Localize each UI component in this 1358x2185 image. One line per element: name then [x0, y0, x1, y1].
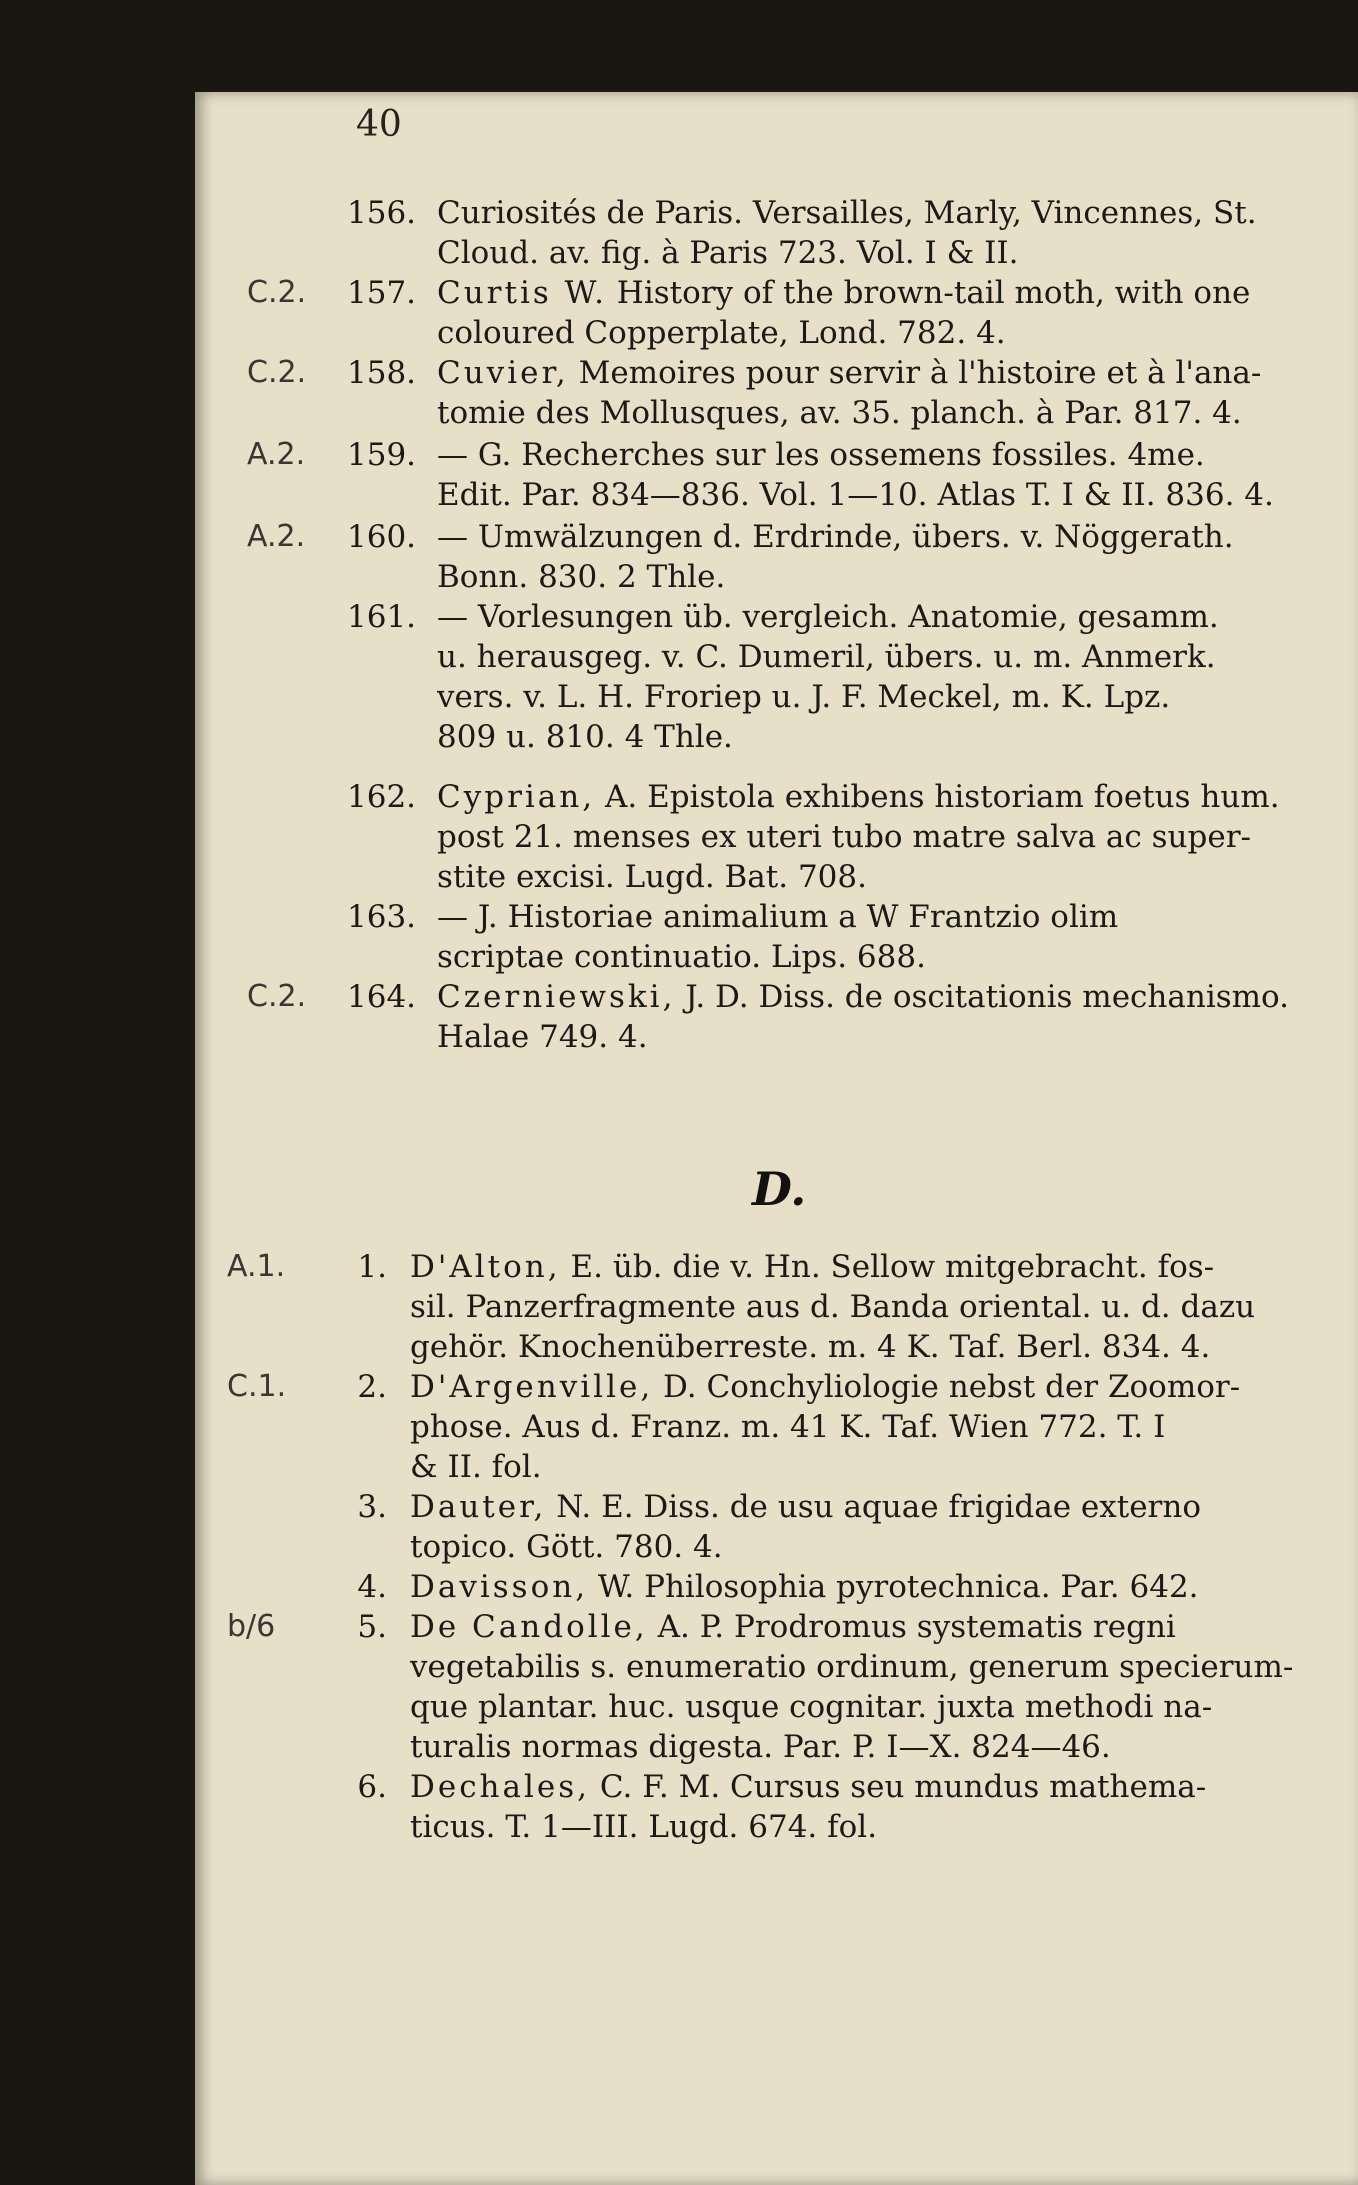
entry-line	[410, 1447, 542, 1487]
entry-text: J. D. Diss. de oscitationis mechanismo.	[675, 979, 1290, 1015]
pencil-annotation: C.2.	[247, 355, 307, 390]
entry-line	[437, 475, 1274, 515]
entry-line	[437, 353, 1261, 393]
entry-number: 157.	[347, 275, 417, 311]
entry-text: u. herausgeg. v. C. Dumeril, übers. u. m. Anmerk.	[437, 639, 1216, 675]
entry-number: 2.	[357, 1369, 387, 1405]
entry-number: 6.	[357, 1769, 387, 1805]
entry-line	[437, 777, 1280, 817]
entry-text: vegetabilis s. enumeratio ordinum, generum specierum-	[410, 1649, 1294, 1685]
entry-number: 160.	[347, 519, 417, 555]
entry-number: 4.	[357, 1569, 387, 1605]
entry-line	[437, 597, 1219, 637]
entry-author: De Candolle,	[410, 1609, 648, 1645]
entry-author: D'Alton,	[410, 1249, 561, 1285]
entry-line	[437, 977, 1289, 1017]
page-number: 40	[356, 104, 402, 145]
entry-text: phose. Aus d. Franz. m. 41 K. Taf. Wien 772. T. I	[410, 1409, 1166, 1445]
entry-line	[410, 1567, 1199, 1607]
entry-text: coloured Copperplate, Lond. 782. 4.	[437, 315, 1006, 351]
entry-author: Davisson,	[410, 1569, 589, 1605]
entry-text: Halae 749. 4.	[437, 1019, 648, 1055]
entry-line	[437, 193, 1257, 233]
entry-line	[410, 1727, 1111, 1767]
entry-number: 163.	[347, 899, 417, 935]
section-heading-d: D.	[752, 1162, 807, 1216]
entry-line	[437, 233, 1018, 273]
entry-line	[410, 1487, 1201, 1527]
entry-line	[410, 1527, 723, 1567]
entry-text: Edit. Par. 834—836. Vol. 1—10. Atlas T. I & II. 836. 4.	[437, 477, 1274, 513]
entry-line	[410, 1807, 877, 1847]
pencil-annotation: C.2.	[247, 275, 307, 310]
entry-text: — J. Historiae animalium a W Frantzio olim	[437, 899, 1119, 935]
entry-number: 159.	[347, 437, 417, 473]
entry-author: D'Argenville,	[410, 1369, 654, 1405]
entry-text: 809 u. 810. 4 Thle.	[437, 719, 733, 755]
entry-line	[410, 1367, 1240, 1407]
entry-line	[437, 393, 1242, 433]
entry-text: D. Conchyliologie nebst der Zoomor-	[653, 1369, 1241, 1405]
entry-text: C. F. M. Cursus seu mundus mathema-	[590, 1769, 1207, 1805]
entry-text: ticus. T. 1—III. Lugd. 674. fol.	[410, 1809, 878, 1845]
entry-text: turalis normas digesta. Par. P. I—X. 824—46.	[410, 1729, 1111, 1765]
entry-text: Cloud. av. fig. à Paris 723. Vol. I & II.	[437, 235, 1019, 271]
entry-author: Czerniewski,	[437, 979, 676, 1015]
entry-text: — G. Recherches sur les ossemens fossiles. 4me.	[437, 437, 1205, 473]
entry-text: que plantar. huc. usque cognitar. juxta methodi na-	[410, 1689, 1213, 1725]
entry-line	[410, 1767, 1206, 1807]
entry-line	[437, 557, 725, 597]
entry-line	[437, 517, 1234, 557]
entry-text: vers. v. L. H. Froriep u. J. F. Meckel, m. K. Lpz.	[437, 679, 1171, 715]
entry-text: A. Epistola exhibens historiam foetus hum.	[595, 779, 1280, 815]
entry-line	[437, 937, 926, 977]
entry-line	[410, 1607, 1176, 1647]
entry-line	[437, 677, 1170, 717]
entry-line	[410, 1647, 1293, 1687]
entry-line	[437, 1017, 648, 1057]
pencil-annotation: A.1.	[227, 1249, 286, 1284]
entry-line	[437, 817, 1251, 857]
pencil-annotation: A.2.	[247, 437, 306, 472]
entry-line	[437, 897, 1118, 937]
entry-text: W. Philosophia pyrotechnica. Par. 642.	[588, 1569, 1199, 1605]
pencil-annotation: A.2.	[247, 519, 306, 554]
entry-text: post 21. menses ex uteri tubo matre salva ac super-	[437, 819, 1251, 855]
entry-number: 5.	[357, 1609, 387, 1645]
entry-text: A. P. Prodromus systematis regni	[647, 1609, 1176, 1645]
entry-text: — Vorlesungen üb. vergleich. Anatomie, gesamm.	[437, 599, 1219, 635]
entry-line	[437, 313, 1006, 353]
entry-text: sil. Panzerfragmente aus d. Banda oriental. u. d. dazu	[410, 1289, 1256, 1325]
entry-author: Curtis W.	[437, 275, 607, 311]
entry-author: Dauter,	[410, 1489, 547, 1525]
pencil-annotation: C.2.	[247, 979, 307, 1014]
entry-number: 158.	[347, 355, 417, 391]
entry-number: 3.	[357, 1489, 387, 1525]
entry-number: 164.	[347, 979, 417, 1015]
entry-text: N. E. Diss. de usu aquae frigidae externo	[546, 1489, 1201, 1525]
entry-text: tomie des Mollusques, av. 35. planch. à Par. 817. 4.	[437, 395, 1242, 431]
entry-text: Memoires pour servir à l'histoire et à l'ana-	[568, 355, 1262, 391]
entry-number: 1.	[357, 1249, 387, 1285]
entry-line	[437, 273, 1250, 313]
entry-number: 162.	[347, 779, 417, 815]
entry-line	[410, 1247, 1214, 1287]
pencil-annotation: C.1.	[227, 1369, 287, 1404]
entry-line	[410, 1287, 1255, 1327]
entry-text: History of the brown-tail moth, with one	[606, 275, 1251, 311]
entry-line	[437, 435, 1205, 475]
entry-text: topico. Gött. 780. 4.	[410, 1529, 723, 1565]
entry-number: 161.	[347, 599, 417, 635]
entry-author: Dechales,	[410, 1769, 591, 1805]
entry-text: Curiosités de Paris. Versailles, Marly, Vincennes, St.	[437, 195, 1257, 231]
entry-text: — Umwälzungen d. Erdrinde, übers. v. Nöggerath.	[437, 519, 1234, 555]
pencil-annotation: b/6	[227, 1609, 276, 1644]
entry-text: scriptae continuatio. Lips. 688.	[437, 939, 926, 975]
entry-text: gehör. Knochenüberreste. m. 4 K. Taf. Berl. 834. 4.	[410, 1329, 1211, 1365]
entry-line	[437, 637, 1216, 677]
entry-line	[410, 1327, 1210, 1367]
entry-text: stite excisi. Lugd. Bat. 708.	[437, 859, 867, 895]
entry-author: Cyprian,	[437, 779, 596, 815]
entry-line	[437, 717, 733, 757]
entry-number: 156.	[347, 195, 417, 231]
entry-line	[410, 1687, 1212, 1727]
entry-line	[410, 1407, 1165, 1447]
entry-author: Cuvier,	[437, 355, 569, 391]
entry-text: E. üb. die v. Hn. Sellow mitgebracht. fos-	[560, 1249, 1215, 1285]
entry-text: & II. fol.	[410, 1449, 542, 1485]
entry-line	[437, 857, 867, 897]
entry-text: Bonn. 830. 2 Thle.	[437, 559, 726, 595]
